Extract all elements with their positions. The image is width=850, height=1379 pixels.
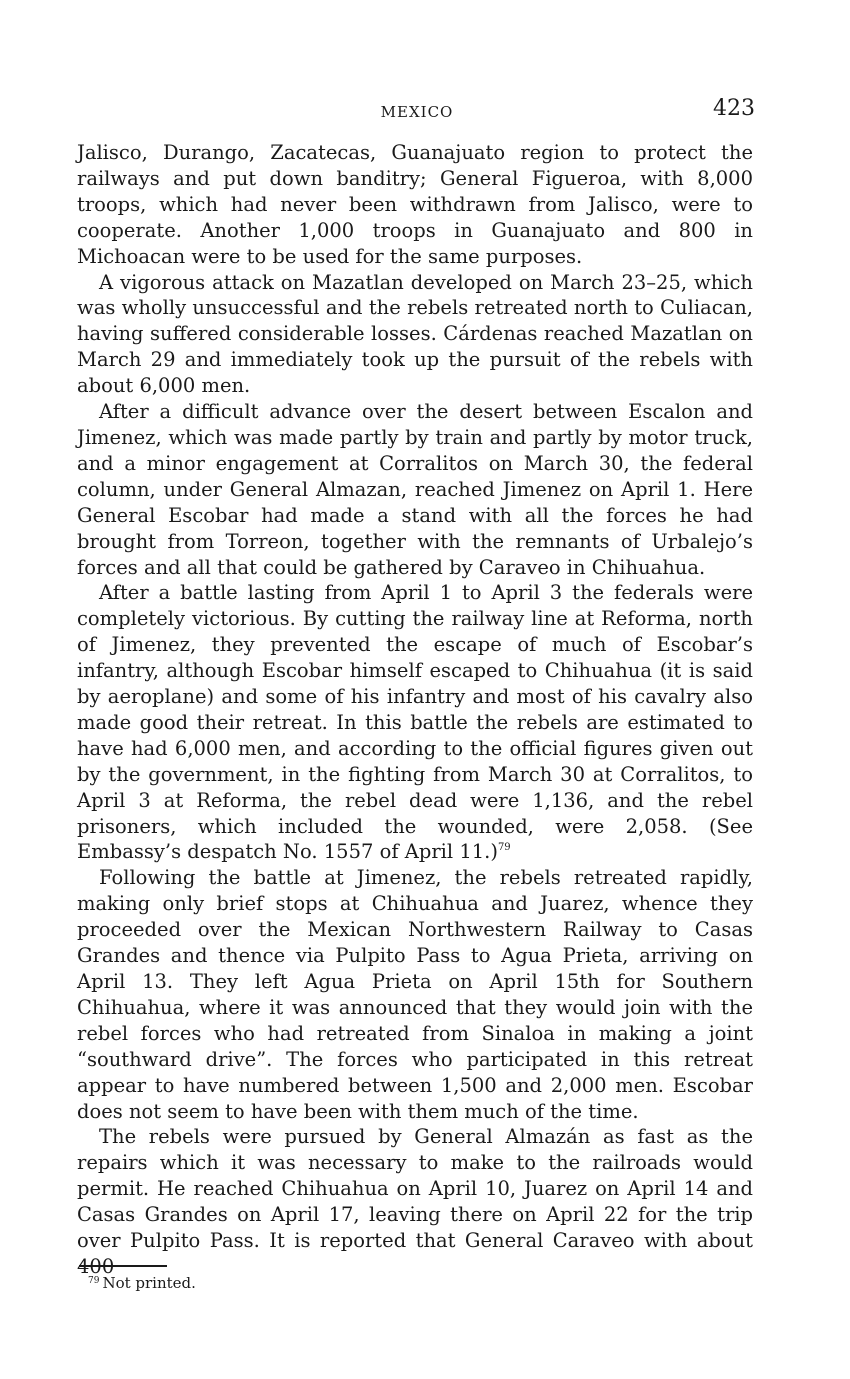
footnote — [88, 1273, 196, 1293]
page-number: 423 — [713, 96, 755, 121]
footnote-marker: 79 — [88, 1276, 100, 1286]
footnote-text: Not printed. — [102, 1274, 196, 1292]
paragraph-text: Jalisco, Durango, Zacatecas, Guanajuato region to protect the railways and put down banditry; General Figueroa, with 8,000 troops, which had never been withdrawn from Jalisco, were to cooperate. Another 1,000 troops in Guanajuato and 800 in Michoacan were to be used for the same purposes. — [77, 141, 753, 268]
paragraph — [77, 580, 753, 865]
running-head — [79, 96, 755, 126]
body-text — [77, 140, 753, 1280]
paragraph-text: Following the battle at Jimenez, the rebels retreated rapidly, making only brief stops at Chihuahua and Juarez, whence they proceeded over the Mexican Northwestern Railway to Casas Grandes and thence via Pulpito Pass to Agua Prieta, arriving on April 13. They left Agua Prieta on April 15th for Southern Chihuahua, where it was announced that they would join with the rebel forces who had retreated from Sinaloa in making a joint “southward drive”. The forces who participated in this retreat appear to have numbered between 1,500 and 2,000 men. Escobar does not seem to have been with them much of the time. — [77, 866, 753, 1123]
footnote-reference: 79 — [497, 842, 511, 854]
paragraph — [77, 1124, 753, 1279]
paragraph — [77, 270, 753, 400]
paragraph-text: After a battle lasting from April 1 to April 3 the federals were completely victorious. By cutting the railway line at Reforma, north of Jimenez, they prevented the escape of much of Escobar’s infantry, although Escobar himself escaped to Chihuahua (it is said by aeroplane) and some of his infantry and most of his cavalry also made good their retreat. In this battle the rebels are estimated to have had 6,000 men, and according to the official figures given out by the government, in the fighting from March 30 at Corralitos, to April 3 at Reforma, the rebel dead were 1,136, and the rebel prisoners, which included the wounded, were 2,058. (See Embassy’s despatch No. 1557 of April 11.) — [77, 581, 753, 864]
paragraph-text: A vigorous attack on Mazatlan developed on March 23–25, which was wholly unsuccessful and the rebels retreated north to Culiacan, having suffered considerable losses. Cárdenas reached Mazatlan on March 29 and immediately took up the pursuit of the rebels with about 6,000 men. — [77, 270, 753, 398]
paragraph-text: After a difficult advance over the desert between Escalon and Jimenez, which was made partly by train and partly by motor truck, and a minor engagement at Corralitos on March 30, the federal column, under General Almazan, reached Jimenez on April 1. Here General Escobar had made a stand with all the forces he had brought from Torreon, together with the remnants of Urbalejo’s forces and all that could be gathered by Caraveo in Chihuahua. — [77, 400, 753, 579]
paragraph — [77, 865, 753, 1124]
running-title: MEXICO — [380, 103, 454, 121]
paragraph — [77, 399, 753, 580]
footnote-divider — [79, 1265, 167, 1267]
paragraph — [77, 140, 753, 270]
paragraph-text: The rebels were pursued by General Almazán as fast as the repairs which it was necessary to make to the railroads would permit. He reached Chihuahua on April 10, Juarez on April 14 and Casas Grandes on April 17, leaving there on April 22 for the trip over Pulpito Pass. It is reported that General Caraveo with about 400 — [77, 1125, 753, 1278]
